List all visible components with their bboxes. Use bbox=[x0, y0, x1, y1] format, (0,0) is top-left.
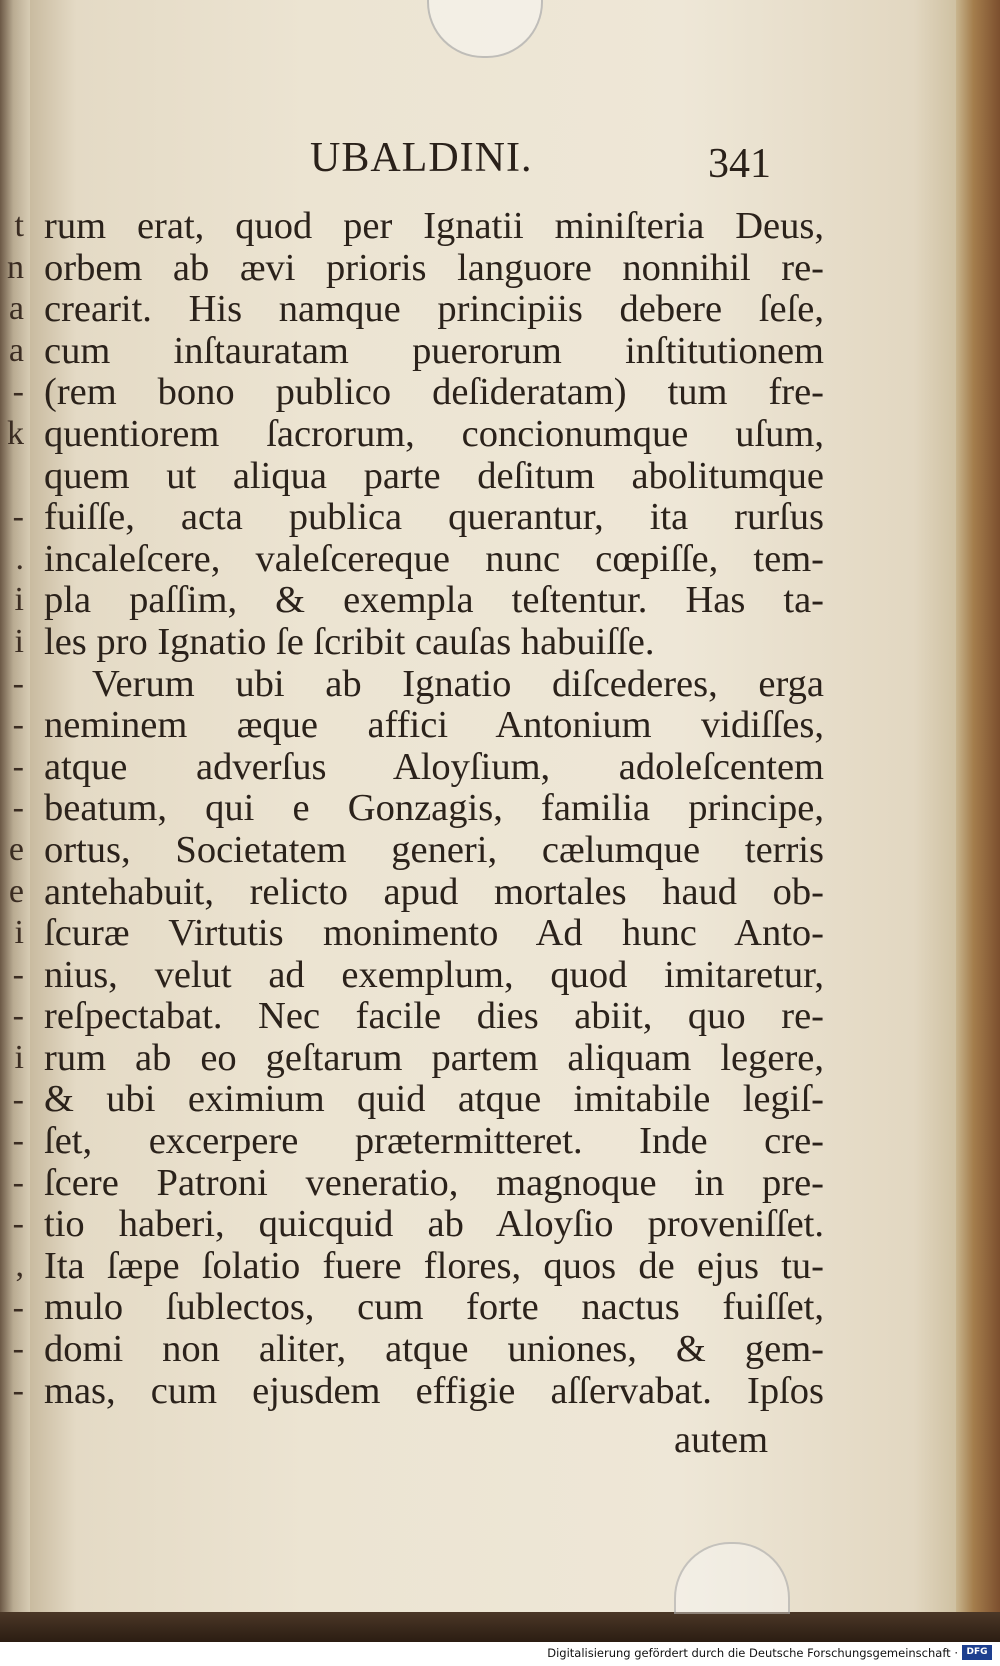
facing-page-fragment: - bbox=[12, 1080, 24, 1118]
facing-page-fragment: - bbox=[12, 1163, 24, 1201]
text-line: pla paſſim, & exempla teſtentur. Has ta- bbox=[44, 579, 824, 622]
facing-page-fragment: i bbox=[14, 914, 24, 952]
facing-page-fragment bbox=[2, 456, 24, 496]
funding-credit: Digitalisierung gefördert durch die Deutsche Forschungsgemeinschaft · bbox=[547, 1646, 958, 1660]
facing-page-fragment: - bbox=[12, 498, 24, 536]
text-line: nius, velut ad exemplum, quod imitaretur, bbox=[44, 953, 824, 996]
facing-page-fragment: . bbox=[15, 539, 24, 577]
text-line: reſpectabat. Nec facile dies abiit, quo re- bbox=[44, 995, 824, 1038]
facing-page-fragment: , bbox=[15, 1247, 24, 1284]
facing-page-fragment: e bbox=[8, 872, 24, 910]
text-line: cum inſtauratam puerorum inſtitutionem bbox=[44, 329, 824, 372]
facing-page-fragment: - bbox=[12, 747, 24, 785]
text-line: les pro Ignatio ſe ſcribit cauſas habuiſſe. bbox=[44, 620, 655, 663]
text-line: incaleſcere, valeſcereque nunc cœpiſſe, tem- bbox=[44, 537, 824, 580]
text-line: crearit. His namque principiis debere ſeſe, bbox=[44, 288, 824, 331]
page-number: 341 bbox=[708, 141, 771, 187]
facing-page-fragment: - bbox=[12, 664, 24, 702]
facing-page-fragment: - bbox=[12, 1371, 24, 1409]
facing-page-fragment: - bbox=[12, 955, 24, 993]
book-cover-edge bbox=[956, 0, 1000, 1630]
text-line: Verum ubi ab Ignatio diſcederes, erga bbox=[92, 662, 824, 705]
book-bottom-edge bbox=[0, 1612, 1000, 1642]
facing-page-fragment: - bbox=[12, 789, 24, 827]
text-line: ſcere Patroni veneratio, magnoque in pre- bbox=[44, 1161, 824, 1204]
running-head: UBALDINI. bbox=[310, 135, 533, 181]
text-line: mulo ſublectos, cum forte nactus fuiſſet, bbox=[44, 1286, 824, 1329]
facing-page-fragment: - bbox=[12, 1122, 24, 1160]
catchword: autem bbox=[674, 1419, 769, 1461]
facing-page-fragment: - bbox=[12, 1288, 24, 1326]
facing-page-fragment: t bbox=[14, 207, 24, 244]
facing-page-fragment: - bbox=[12, 1330, 24, 1368]
text-line: quem ut aliqua parte deſitum abolitumque bbox=[44, 454, 824, 497]
text-line: neminem æque affici Antonium vidiſſes, bbox=[44, 704, 824, 747]
page-body-text bbox=[44, 206, 824, 1412]
facing-page-fragment: - bbox=[12, 997, 24, 1035]
text-line: antehabuit, relicto apud mortales haud ob- bbox=[44, 870, 824, 913]
facing-page-fragment: i bbox=[14, 581, 24, 619]
text-line: fuiſſe, acta publica querantur, ita rurſus bbox=[44, 496, 824, 539]
text-line: rum erat, quod per Ignatii miniſteria Deus, bbox=[44, 205, 824, 247]
text-line: mas, cum ejusdem effigie aſſervabat. Ipſos bbox=[44, 1369, 824, 1412]
text-line: ſcuræ Virtutis monimento Ad hunc Anto- bbox=[44, 912, 824, 955]
facing-page-fragment: - bbox=[12, 373, 24, 411]
dfg-logo: DFG bbox=[962, 1645, 992, 1660]
facing-page-fragment: - bbox=[12, 1205, 24, 1243]
text-line: Ita ſæpe ſolatio fuere flores, quos de ejus tu- bbox=[44, 1244, 824, 1287]
text-line: beatum, qui e Gonzagis, familia principe, bbox=[44, 787, 824, 830]
facing-page-fragment: a bbox=[8, 290, 24, 328]
text-line: domi non aliter, atque uniones, & gem- bbox=[44, 1328, 824, 1371]
text-line: tio haberi, quicquid ab Aloyſio proveniſſet. bbox=[44, 1203, 824, 1246]
facing-page-fragment: a bbox=[8, 331, 24, 369]
facing-page-fragment: n bbox=[7, 248, 24, 286]
facing-page-fragment: i bbox=[14, 1039, 24, 1076]
facing-page-fragment: k bbox=[7, 415, 24, 452]
text-line: & ubi eximium quid atque imitabile legiſ- bbox=[44, 1078, 824, 1121]
text-line: rum ab eo geſtarum partem aliquam legere, bbox=[44, 1036, 824, 1079]
text-line: (rem bono publico deſideratam) tum fre- bbox=[44, 371, 824, 414]
text-line: ſet, excerpere prætermitteret. Inde cre- bbox=[44, 1120, 824, 1163]
text-line: quentiorem ſacrorum, concionumque uſum, bbox=[44, 412, 824, 455]
facing-page-fragment: - bbox=[12, 706, 24, 744]
text-line: atque adverſus Aloyſium, adoleſcentem bbox=[44, 745, 824, 788]
text-line: ortus, Societatem generi, cælumque terris bbox=[44, 828, 824, 871]
text-line: orbem ab ævi prioris languore nonnihil re- bbox=[44, 246, 824, 289]
facing-page-fragment: e bbox=[8, 831, 24, 868]
facing-page-fragment: i bbox=[14, 623, 24, 660]
